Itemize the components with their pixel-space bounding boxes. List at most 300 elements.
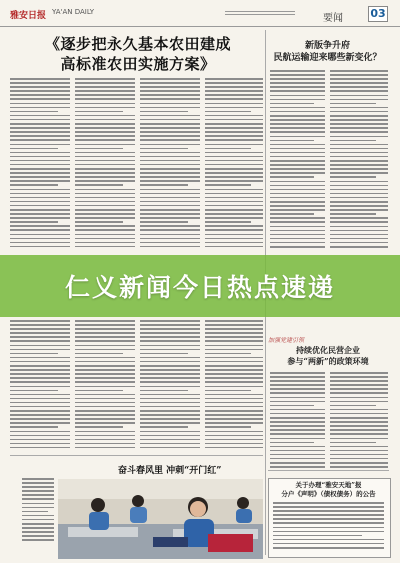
- text-line: [270, 413, 325, 415]
- lead-headline-line1: 《逐步把永久基本农田建成: [44, 35, 231, 53]
- text-line: [140, 369, 200, 371]
- text-line: [205, 152, 263, 154]
- text-line: [205, 369, 263, 371]
- text-line: [270, 417, 325, 419]
- article-column: [140, 320, 200, 450]
- text-line: [10, 390, 58, 392]
- text-line: [10, 107, 70, 109]
- text-line: [75, 386, 135, 388]
- right-headline[interactable]: [270, 40, 385, 64]
- text-line: [330, 168, 388, 170]
- text-line: [270, 462, 325, 464]
- text-line: [205, 426, 251, 428]
- text-line: [330, 140, 376, 142]
- text-line: [10, 386, 70, 388]
- text-line: [330, 433, 388, 435]
- text-line: [75, 123, 135, 125]
- article-column: [270, 70, 325, 250]
- paper-english-name: YA'AN DAILY: [52, 8, 95, 16]
- text-line: [270, 446, 325, 448]
- text-line: [10, 144, 70, 146]
- text-line: [270, 156, 325, 158]
- text-line: [270, 221, 325, 223]
- text-line: [330, 417, 388, 419]
- text-line: [75, 131, 135, 133]
- sub-headline-line2: 参与“两新”的政策环境: [287, 356, 369, 366]
- text-line: [75, 172, 135, 174]
- text-line: [205, 205, 263, 207]
- sub-story-kicker: 加强党建引领: [268, 337, 305, 344]
- text-line: [140, 320, 200, 322]
- text-line: [270, 164, 325, 166]
- text-line: [140, 398, 200, 400]
- newspaper-logo: 雅安日报: [10, 11, 47, 21]
- text-line: [75, 349, 135, 351]
- text-line: [205, 386, 263, 388]
- text-line: [330, 152, 388, 154]
- text-line: [22, 494, 54, 496]
- text-line: [140, 242, 200, 244]
- text-line: [75, 443, 135, 445]
- text-line: [10, 172, 70, 174]
- text-line: [270, 168, 325, 170]
- text-line: [10, 213, 70, 215]
- text-line: [10, 135, 70, 137]
- text-line: [10, 225, 70, 227]
- text-line: [75, 221, 123, 223]
- text-line: [205, 365, 263, 367]
- text-line: [75, 176, 135, 178]
- text-line: [270, 86, 325, 88]
- text-line: [10, 349, 70, 351]
- text-line: [140, 439, 200, 441]
- text-line: [75, 361, 135, 363]
- text-line: [205, 156, 263, 158]
- section-divider: [268, 470, 389, 471]
- text-line: [270, 176, 314, 178]
- text-line: [140, 246, 200, 248]
- text-line: [270, 401, 325, 403]
- text-line: [270, 160, 325, 162]
- text-line: [270, 230, 325, 232]
- text-line: [205, 381, 263, 383]
- text-line: [205, 418, 263, 420]
- text-line: [330, 131, 388, 133]
- text-line: [205, 410, 263, 412]
- text-line: [205, 111, 251, 113]
- text-line: [270, 466, 325, 468]
- text-line: [140, 180, 200, 182]
- text-line: [75, 217, 135, 219]
- text-line: [10, 242, 70, 244]
- text-line: [75, 135, 135, 137]
- text-line: [75, 164, 135, 166]
- text-line: [10, 176, 70, 178]
- factory-scene-illustration: [58, 479, 263, 559]
- text-line: [330, 160, 388, 162]
- text-line: [330, 123, 388, 125]
- text-line: [140, 418, 200, 420]
- text-line: [205, 164, 263, 166]
- text-line: [75, 111, 123, 113]
- text-line: [10, 365, 70, 367]
- text-line: [10, 197, 70, 199]
- text-line: [75, 119, 135, 121]
- text-line: [75, 328, 135, 330]
- text-line: [10, 131, 70, 133]
- text-line: [270, 450, 325, 452]
- text-line: [10, 180, 70, 182]
- text-line: [205, 353, 251, 355]
- text-line: [22, 539, 54, 541]
- text-line: [10, 234, 70, 236]
- text-line: [140, 152, 200, 154]
- text-line: [205, 443, 263, 445]
- text-line: [205, 242, 263, 244]
- text-line: [10, 229, 70, 231]
- masthead-meta-lines: [225, 9, 295, 17]
- text-line: [273, 522, 384, 524]
- text-line: [273, 543, 384, 545]
- text-line: [75, 332, 135, 334]
- article-column: [75, 320, 135, 450]
- text-line: [330, 103, 376, 105]
- text-line: [140, 127, 200, 129]
- text-line: [10, 168, 70, 170]
- text-line: [330, 78, 388, 80]
- text-line: [205, 414, 263, 416]
- notice-body: [273, 502, 384, 552]
- sub-story-headline[interactable]: [268, 345, 388, 367]
- text-line: [10, 443, 70, 445]
- lead-headline[interactable]: [38, 34, 238, 74]
- text-line: [205, 82, 263, 84]
- text-line: [273, 547, 384, 549]
- text-line: [205, 340, 263, 342]
- text-line: [75, 189, 135, 191]
- text-line: [270, 384, 325, 386]
- article-column: [10, 78, 70, 253]
- text-line: [205, 135, 263, 137]
- text-line: [10, 320, 70, 322]
- text-line: [205, 336, 263, 338]
- notice-title[interactable]: [268, 481, 389, 499]
- text-line: [140, 221, 188, 223]
- text-line: [205, 394, 263, 396]
- text-line: [10, 238, 70, 240]
- text-line: [10, 431, 70, 433]
- text-line: [10, 435, 70, 437]
- text-line: [270, 140, 314, 142]
- text-line: [10, 201, 70, 203]
- text-line: [205, 345, 263, 347]
- text-line: [10, 184, 58, 186]
- text-line: [330, 384, 388, 386]
- text-line: [10, 115, 70, 117]
- text-line: [270, 201, 325, 203]
- factory-workers-photo[interactable]: [58, 479, 263, 559]
- text-line: [140, 238, 200, 240]
- text-line: [140, 365, 200, 367]
- text-line: [10, 217, 70, 219]
- text-line: [140, 402, 200, 404]
- text-line: [75, 439, 135, 441]
- text-line: [270, 95, 325, 97]
- text-line: [10, 193, 70, 195]
- text-line: [270, 82, 325, 84]
- text-line: [330, 392, 388, 394]
- text-line: [75, 422, 135, 424]
- text-line: [10, 377, 70, 379]
- text-line: [330, 405, 376, 407]
- text-line: [205, 332, 263, 334]
- text-line: [140, 168, 200, 170]
- text-line: [75, 193, 135, 195]
- text-line: [273, 514, 384, 516]
- text-line: [140, 357, 200, 359]
- text-line: [270, 119, 325, 121]
- text-line: [22, 523, 54, 525]
- text-line: [75, 86, 135, 88]
- text-line: [205, 148, 251, 150]
- text-line: [270, 144, 325, 146]
- text-line: [140, 390, 188, 392]
- text-line: [270, 115, 325, 117]
- text-line: [75, 180, 135, 182]
- right-headline-line2: 民航运输迎来哪些新变化？: [273, 53, 382, 63]
- text-line: [75, 357, 135, 359]
- text-line: [330, 425, 388, 427]
- text-line: [270, 376, 325, 378]
- text-line: [270, 226, 325, 228]
- text-line: [205, 131, 263, 133]
- text-line: [10, 119, 70, 121]
- text-line: [75, 431, 135, 433]
- text-line: [75, 390, 123, 392]
- text-line: [10, 111, 58, 113]
- text-line: [270, 433, 325, 435]
- text-line: [10, 418, 70, 420]
- text-line: [205, 447, 263, 449]
- text-line: [75, 246, 135, 248]
- section-label: 要闻: [323, 13, 343, 24]
- text-line: [140, 410, 200, 412]
- text-line: [10, 422, 70, 424]
- text-line: [10, 336, 70, 338]
- text-line: [10, 345, 70, 347]
- text-line: [75, 402, 135, 404]
- text-line: [205, 234, 263, 236]
- text-line: [270, 213, 314, 215]
- article-column: [10, 320, 70, 450]
- text-line: [10, 98, 70, 100]
- text-line: [270, 209, 325, 211]
- text-line: [140, 197, 200, 199]
- text-line: [140, 328, 200, 330]
- text-line: [205, 90, 263, 92]
- banner-title[interactable]: 仁义新闻今日热点速递: [64, 273, 335, 302]
- text-line: [205, 238, 263, 240]
- text-line: [10, 373, 70, 375]
- text-line: [140, 189, 200, 191]
- text-line: [205, 361, 263, 363]
- text-line: [75, 229, 135, 231]
- text-line: [270, 458, 325, 460]
- text-line: [330, 95, 388, 97]
- text-line: [22, 527, 54, 529]
- text-line: [330, 181, 388, 183]
- text-line: [140, 193, 200, 195]
- text-line: [205, 357, 263, 359]
- text-line: [22, 515, 54, 517]
- text-line: [10, 160, 70, 162]
- text-line: [273, 518, 384, 520]
- text-line: [140, 172, 200, 174]
- text-line: [205, 422, 263, 424]
- text-line: [75, 98, 135, 100]
- article-column: [330, 372, 388, 468]
- text-line: [330, 446, 388, 448]
- text-line: [270, 127, 325, 129]
- text-line: [205, 320, 263, 322]
- text-line: [270, 90, 325, 92]
- text-line: [273, 502, 384, 504]
- text-line: [140, 123, 200, 125]
- text-line: [330, 246, 388, 248]
- text-line: [140, 373, 200, 375]
- text-line: [75, 127, 135, 129]
- masthead: [0, 0, 400, 27]
- text-line: [10, 156, 70, 158]
- text-line: [270, 107, 325, 109]
- text-line: [270, 193, 325, 195]
- text-line: [140, 234, 200, 236]
- text-line: [330, 172, 388, 174]
- section-divider: [10, 455, 263, 456]
- text-line: [205, 115, 263, 117]
- text-line: [75, 144, 135, 146]
- text-line: [205, 103, 263, 105]
- text-line: [330, 136, 388, 138]
- text-line: [205, 328, 263, 330]
- text-line: [330, 454, 388, 456]
- text-line: [140, 107, 200, 109]
- text-line: [205, 123, 263, 125]
- text-line: [270, 454, 325, 456]
- text-line: [22, 507, 54, 509]
- text-line: [205, 172, 263, 174]
- text-line: [330, 70, 388, 72]
- photo-caption[interactable]: 奋斗春风里 冲刺“开门红”: [118, 466, 222, 476]
- text-line: [270, 197, 325, 199]
- text-line: [205, 201, 263, 203]
- text-line: [75, 209, 135, 211]
- text-line: [270, 421, 325, 423]
- text-line: [273, 527, 384, 529]
- text-line: [330, 388, 388, 390]
- text-line: [330, 234, 388, 236]
- text-line: [22, 482, 54, 484]
- text-line: [330, 442, 376, 444]
- text-line: [10, 353, 58, 355]
- text-line: [270, 103, 314, 105]
- text-line: [140, 144, 200, 146]
- lead-headline-line2: 高标准农田实施方案》: [60, 55, 216, 73]
- text-line: [205, 398, 263, 400]
- text-line: [270, 442, 314, 444]
- text-line: [10, 103, 70, 105]
- text-line: [205, 98, 263, 100]
- text-line: [10, 394, 70, 396]
- notice-title-line1: 关于办理“雅安天地”报: [295, 481, 362, 489]
- text-line: [205, 225, 263, 227]
- text-line: [10, 139, 70, 141]
- text-line: [140, 135, 200, 137]
- text-line: [140, 447, 200, 449]
- text-line: [140, 229, 200, 231]
- text-line: [270, 123, 325, 125]
- text-line: [205, 139, 263, 141]
- text-line: [270, 429, 325, 431]
- text-line: [270, 380, 325, 382]
- text-line: [10, 152, 70, 154]
- text-line: [330, 107, 388, 109]
- text-line: [205, 431, 263, 433]
- text-line: [75, 82, 135, 84]
- text-line: [75, 205, 135, 207]
- text-line: [330, 189, 388, 191]
- text-line: [205, 324, 263, 326]
- text-line: [330, 74, 388, 76]
- text-line: [273, 506, 384, 508]
- text-line: [10, 332, 70, 334]
- text-line: [205, 176, 263, 178]
- text-line: [75, 394, 135, 396]
- text-line: [270, 205, 325, 207]
- text-line: [140, 435, 200, 437]
- text-line: [330, 111, 388, 113]
- text-line: [205, 373, 263, 375]
- text-line: [22, 498, 54, 500]
- text-line: [75, 373, 135, 375]
- text-line: [140, 217, 200, 219]
- text-line: [75, 107, 135, 109]
- text-line: [270, 136, 325, 138]
- article-column: [205, 320, 263, 450]
- text-line: [140, 184, 188, 186]
- article-column: [75, 78, 135, 253]
- text-line: [330, 90, 388, 92]
- text-line: [270, 74, 325, 76]
- text-line: [140, 349, 200, 351]
- text-line: [330, 238, 388, 240]
- text-line: [270, 152, 325, 154]
- text-line: [10, 410, 70, 412]
- text-line: [140, 131, 200, 133]
- text-line: [330, 209, 388, 211]
- text-line: [140, 201, 200, 203]
- text-line: [270, 185, 325, 187]
- text-line: [330, 421, 388, 423]
- text-line: [330, 466, 388, 468]
- text-line: [330, 86, 388, 88]
- text-line: [330, 119, 388, 121]
- text-line: [140, 353, 188, 355]
- text-line: [75, 414, 135, 416]
- text-line: [270, 131, 325, 133]
- text-line: [140, 394, 200, 396]
- text-line: [10, 381, 70, 383]
